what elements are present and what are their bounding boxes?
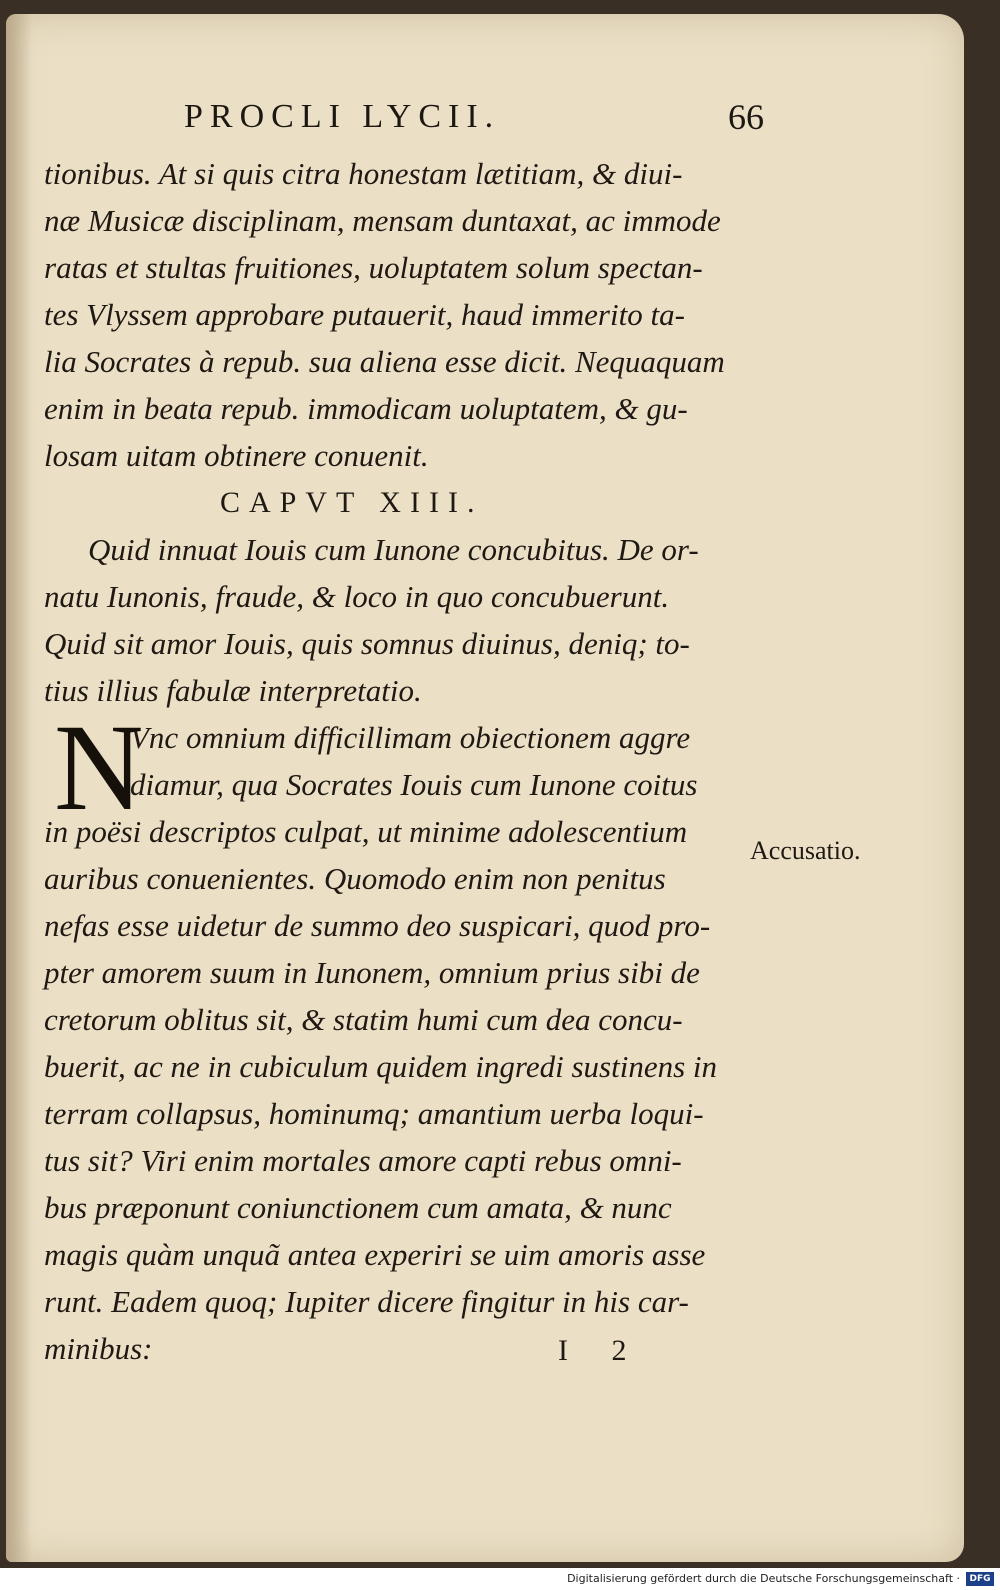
text-line: minibus: (44, 1331, 153, 1366)
text-line: buerit, ac ne in cubiculum quidem ingredi sustinens in (44, 1049, 718, 1084)
page-number: 66 (728, 97, 764, 137)
text-line: in poësi descriptos culpat, ut minime adolescentium (44, 814, 688, 849)
text-line: lia Socrates à repub. sua aliena esse dicit. Nequaquam (44, 344, 725, 379)
text-line: ratas et stultas fruitiones, uoluptatem solum spectan- (44, 250, 703, 285)
summary-line: Quid innuat Iouis cum Iunone concubitus. De or- (88, 532, 699, 567)
drop-cap-initial: N (54, 699, 144, 836)
text-line: enim in beata repub. immodicam uoluptatem, & gu- (44, 391, 688, 426)
digitization-footer (0, 1570, 1000, 1590)
text-line: nefas esse uidetur de summo deo suspicari, quod pro- (44, 908, 711, 943)
text-line: pter amorem suum in Iunonem, omnium prius sibi de (44, 955, 700, 990)
running-header (184, 98, 764, 144)
summary-line: tius illius fabulæ interpretatio. (44, 673, 422, 708)
text-line: diamur, qua Socrates Iouis cum Iunone coitus (130, 767, 698, 802)
chapter-heading: CAPVT XIII. (220, 486, 484, 519)
text-line: Vnc omnium difficillimam obiectionem aggre (130, 720, 691, 755)
dfg-logo-icon: DFG (966, 1572, 994, 1586)
summary-line: natu Iunonis, fraude, & loco in quo concubuerunt. (44, 579, 670, 614)
text-line: tes Vlyssem approbare putauerit, haud immerito ta- (44, 297, 685, 332)
text-line: tionibus. At si quis citra honestam lætitiam, & diui- (44, 156, 683, 191)
summary-line: Quid sit amor Iouis, quis somnus diuinus, deniq; to- (44, 626, 690, 661)
text-line: auribus conuenientes. Quomodo enim non penitus (44, 861, 666, 896)
chapter-summary (44, 526, 744, 714)
paragraph-main (44, 808, 744, 1372)
text-line: næ Musicæ disciplinam, mensam duntaxat, ac immode (44, 203, 721, 238)
signature-mark: I 2 (558, 1334, 645, 1367)
running-title: PROCLI LYCII. (184, 98, 501, 135)
text-line: bus præponunt coniunctionem cum amata, & nunc (44, 1190, 672, 1225)
paragraph-top (44, 150, 744, 479)
text-line: tus sit? Viri enim mortales amore capti rebus omni- (44, 1143, 682, 1178)
text-line: magis quàm unquã antea experiri se uim amoris asse (44, 1237, 706, 1272)
text-line: runt. Eadem quoq; Iupiter dicere fingitur in his car- (44, 1284, 689, 1319)
page-gutter (6, 14, 32, 1562)
text-line: losam uitam obtinere conuenit. (44, 438, 429, 473)
main-text (44, 150, 744, 1372)
text-line: terram collapsus, hominumq; amantium uerba loqui- (44, 1096, 704, 1131)
footer-credit: Digitalisierung gefördert durch die Deutsche Forschungsgemeinschaft · (567, 1572, 960, 1585)
text-line: cretorum oblitus sit, & statim humi cum dea concu- (44, 1002, 683, 1037)
margin-note: Accusatio. (750, 836, 861, 865)
